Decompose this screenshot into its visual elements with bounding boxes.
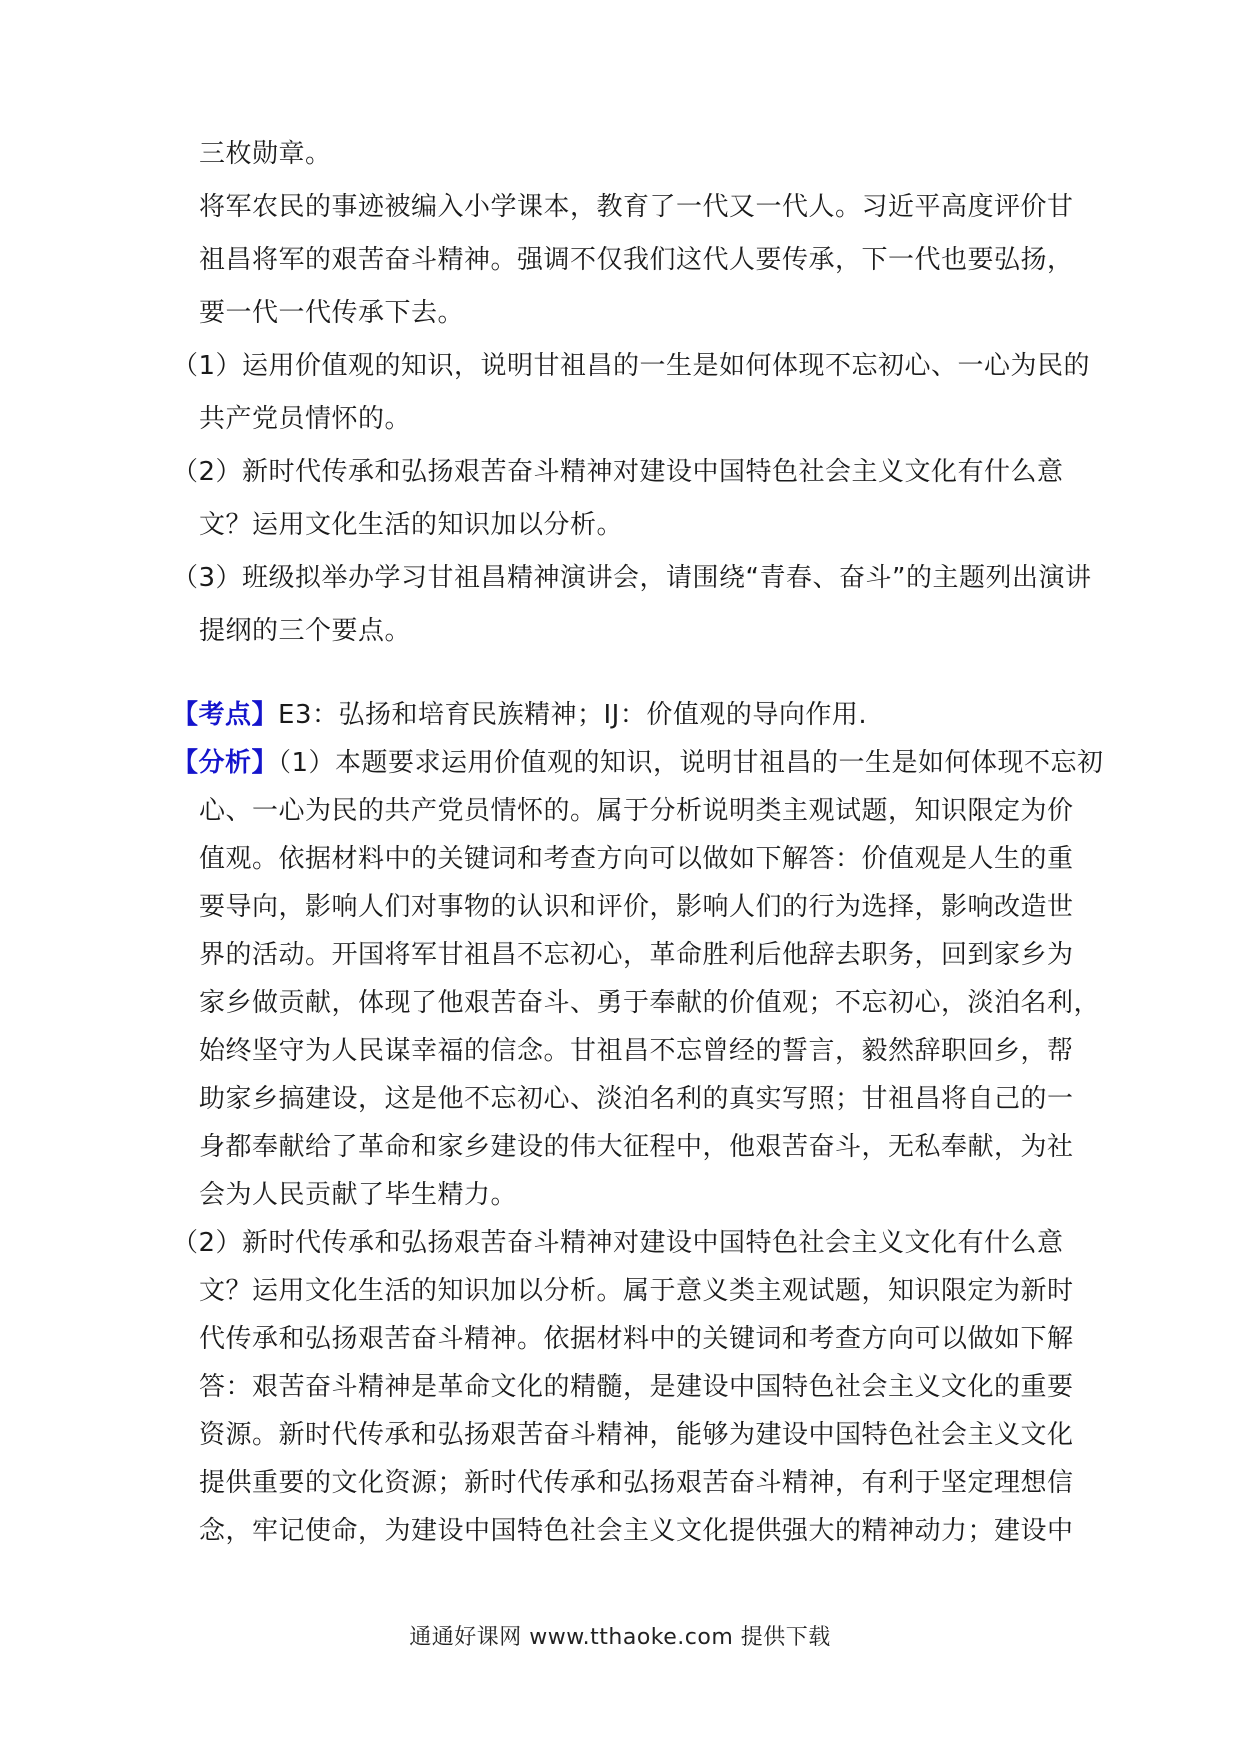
text-line bbox=[172, 287, 1092, 340]
text-line bbox=[172, 1219, 1092, 1267]
text-line bbox=[172, 883, 1092, 931]
line-text: 提供重要的文化资源；新时代传承和弘扬艰苦奋斗精神，有利于坚定理想信 bbox=[199, 1468, 1074, 1498]
line-text: 提纲的三个要点。 bbox=[199, 616, 412, 646]
line-text: 祖昌将军的艰苦奋斗精神。强调不仅我们这代人要传承，下一代也要弘扬， bbox=[199, 245, 1074, 275]
text-line bbox=[172, 1411, 1092, 1459]
line-text: （2）新时代传承和弘扬艰苦奋斗精神对建设中国特色社会主义文化有什么意 bbox=[172, 457, 1064, 487]
line-text: （2）新时代传承和弘扬艰苦奋斗精神对建设中国特色社会主义文化有什么意 bbox=[172, 1228, 1064, 1258]
text-line bbox=[172, 931, 1092, 979]
text-line bbox=[172, 979, 1101, 1027]
line-text: （1）运用价值观的知识，说明甘祖昌的一生是如何体现不忘初心、一心为民的 bbox=[172, 351, 1091, 381]
text-line bbox=[172, 340, 1092, 393]
question-section bbox=[172, 128, 1092, 658]
line-text: 要一代一代传承下去。 bbox=[199, 298, 465, 328]
text-line bbox=[172, 787, 1092, 835]
line-text: 将军农民的事迹被编入小学课本，教育了一代又一代人。习近平高度评价甘 bbox=[199, 192, 1074, 222]
text-line bbox=[172, 1027, 1092, 1075]
line-text: 值观。依据材料中的关键词和考查方向可以做如下解答：价值观是人生的重 bbox=[199, 844, 1074, 874]
text-line bbox=[172, 446, 1092, 499]
line-text: （3）班级拟举办学习甘祖昌精神演讲会，请围绕“青春、奋斗”的主题列出演讲 bbox=[172, 563, 1092, 593]
text-line bbox=[172, 1315, 1092, 1363]
text-line bbox=[172, 835, 1092, 883]
line-text: 文？运用文化生活的知识加以分析。 bbox=[199, 510, 624, 540]
line-text: 界的活动。开国将军甘祖昌不忘初心，革命胜利后他辞去职务，回到家乡为 bbox=[199, 940, 1074, 970]
text-line bbox=[172, 1459, 1092, 1507]
line-text: 文？运用文化生活的知识加以分析。属于意义类主观试题，知识限定为新时 bbox=[199, 1276, 1074, 1306]
line-text: （1）本题要求运用价值观的知识，说明甘祖昌的一生是如何体现不忘初 bbox=[278, 748, 1104, 778]
text-line bbox=[172, 1507, 1092, 1555]
line-text: 三枚勋章。 bbox=[199, 139, 332, 169]
text-line bbox=[172, 1363, 1092, 1411]
text-line bbox=[172, 605, 1092, 658]
line-text: 念，牢记使命，为建设中国特色社会主义文化提供强大的精神动力；建设中 bbox=[199, 1516, 1074, 1546]
analysis-section bbox=[172, 691, 1104, 1555]
line-text: 资源。新时代传承和弘扬艰苦奋斗精神，能够为建设中国特色社会主义文化 bbox=[199, 1420, 1074, 1450]
line-text: 身都奉献给了革命和家乡建设的伟大征程中，他艰苦奋斗，无私奉献，为社 bbox=[199, 1132, 1074, 1162]
text-line bbox=[172, 1075, 1092, 1123]
text-line bbox=[172, 181, 1092, 234]
text-line bbox=[172, 739, 1104, 787]
keypoint-label: 【考点】 bbox=[172, 700, 279, 730]
line-text: 心、一心为民的共产党员情怀的。属于分析说明类主观试题，知识限定为价 bbox=[199, 796, 1074, 826]
text-line bbox=[172, 552, 1092, 605]
document-content bbox=[172, 128, 1104, 1555]
line-text: 代传承和弘扬艰苦奋斗精神。依据材料中的关键词和考查方向可以做如下解 bbox=[199, 1324, 1074, 1354]
text-line bbox=[172, 128, 1092, 181]
line-text: 家乡做贡献，体现了他艰苦奋斗、勇于奉献的价值观；不忘初心，淡泊名利， bbox=[199, 988, 1101, 1018]
line-text: 助家乡搞建设，这是他不忘初心、淡泊名利的真实写照；甘祖昌将自己的一 bbox=[199, 1084, 1074, 1114]
line-text: 会为人民贡献了毕生精力。 bbox=[199, 1180, 518, 1210]
text-line bbox=[172, 691, 1092, 739]
text-line bbox=[172, 1267, 1092, 1315]
text-line bbox=[172, 1171, 1092, 1219]
text-line bbox=[172, 393, 1092, 446]
line-text: 要导向，影响人们对事物的认识和评价，影响人们的行为选择，影响改造世 bbox=[199, 892, 1074, 922]
line-text: 始终坚守为人民谋幸福的信念。甘祖昌不忘曾经的誓言，毅然辞职回乡，帮 bbox=[199, 1036, 1074, 1066]
text-line bbox=[172, 499, 1092, 552]
line-text: E3：弘扬和培育民族精神；IJ：价值观的导向作用. bbox=[278, 700, 868, 730]
text-line bbox=[172, 234, 1092, 287]
line-text: 答：艰苦奋斗精神是革命文化的精髓，是建设中国特色社会主义文化的重要 bbox=[199, 1372, 1074, 1402]
footer-credit: 通通好课网 www.tthaoke.com 提供下载 bbox=[409, 1625, 831, 1650]
analysis-label: 【分析】 bbox=[172, 748, 279, 778]
text-line bbox=[172, 1123, 1092, 1171]
line-text: 共产党员情怀的。 bbox=[199, 404, 412, 434]
